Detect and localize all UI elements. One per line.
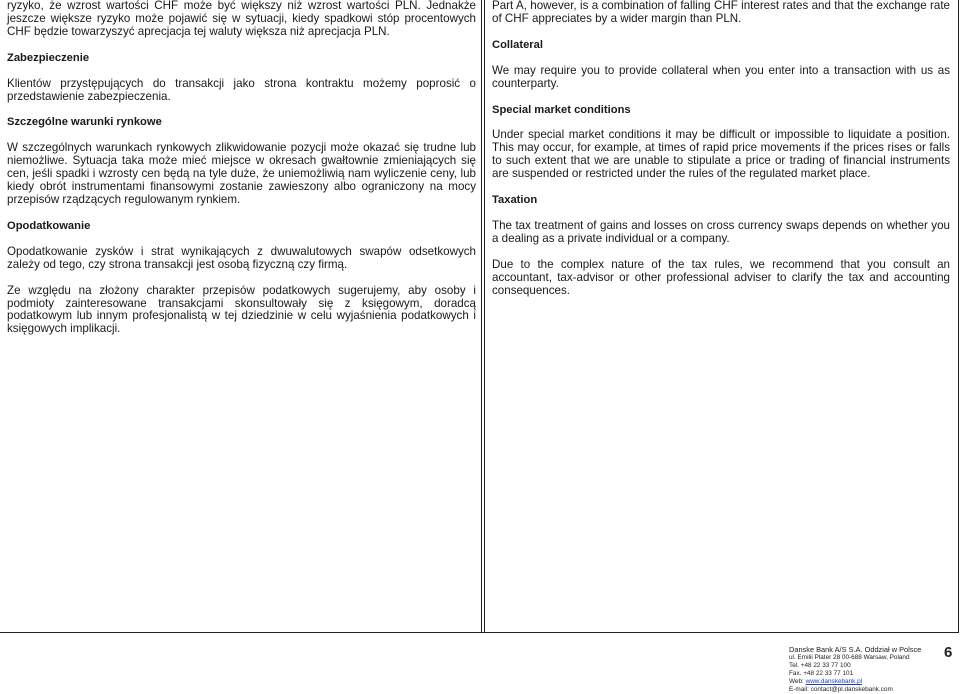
tax-paragraph-1-pl: Opodatkowanie zysków i strat wynikających z dwuwalutowych swapów odsetkowych zależy od tego, czy strona transakcji jest osobą fizyczną czy firmą. [7, 244, 476, 271]
footer-email: E-mail: contact@pl.danskebank.com [789, 686, 893, 693]
footer-bank-name: Danske Bank A/S S.A. Oddział w Polsce [789, 645, 922, 654]
market-paragraph-en: Under special market conditions it may be difficult or impossible to liquidate a position. This may occur, for example, at times of rapid price movements if the prices rises or falls to such extent that we are unable to stipulate a price or trading of financial instruments are suspended or restricted under the rules of the regulated market place. [492, 128, 950, 181]
footer-tel: Tel. +48 22 33 77 100 [789, 662, 851, 669]
footer-web-label: Web: [789, 678, 806, 685]
polish-column [0, 0, 482, 632]
heading-market-pl: Szczególne warunki rynkowe [7, 116, 162, 129]
heading-market-en: Special market conditions [492, 103, 631, 116]
footer-address: ul. Emilii Plater 28 00-688 Warsaw, Poland [789, 654, 910, 661]
page-number: 6 [944, 644, 953, 661]
heading-tax-pl: Opodatkowanie [7, 219, 91, 232]
heading-collateral-pl: Zabezpieczenie [7, 51, 90, 64]
tax-paragraph-1-en: The tax treatment of gains and losses on cross currency swaps depends on whether you a dealing as a private individual or a company. [492, 218, 950, 245]
footer-web [789, 678, 921, 686]
collateral-paragraph-pl: Klientów przystępujących do transakcji jako strona kontraktu możemy poprosić o przedstawienie zabezpieczenia. [7, 76, 476, 103]
tax-paragraph-2-pl: Ze względu na złożony charakter przepisów podatkowych sugerujemy, aby osoby i podmioty zainteresowane transakcjami skonsultowały się z księgowym, doradcą podatkowym lub innym profesjonalistą w tej dziedzinie w celu wyjaśnienia podatkowych i księgowych implikacji. [7, 283, 476, 336]
collateral-paragraph-en: We may require you to provide collateral when you enter into a transaction with us as counterparty. [492, 63, 950, 90]
heading-tax-en: Taxation [492, 194, 538, 207]
english-column [484, 0, 958, 632]
tax-paragraph-2-en: Due to the complex nature of the tax rules, we recommend that you consult an accountant, tax-advisor or other professional adviser to clarify the tax and accounting consequences. [492, 257, 950, 297]
footer-contact [789, 646, 921, 694]
footer-web-link[interactable]: www.danskebank.pl [805, 678, 863, 685]
intro-paragraph-pl: ryzyko, że wzrost wartości CHF może być większy niż wzrost wartości PLN. Jednakże jeszcze większe ryzyko może pojawić się w sytuacji, kiedy spadkowi stóp procentowych CHF będzie towarzyszyć aprecjacja tej waluty większa niż aprecjacja PLN. [7, 0, 476, 38]
heading-collateral-en: Collateral [492, 38, 543, 51]
footer-fax: Fax. +48 22 33 77 101 [789, 670, 854, 677]
market-paragraph-pl: W szczególnych warunkach rynkowych zlikwidowanie pozycji może okazać się trudne lub niemożliwe. Sytuacja taka może mieć miejsce w okresach gwałtownie zmieniających się cen, jeśli spadki i wzrosty cen będą na tyle duże, że uniemożliwią nam wyliczenie ceny, lub kiedy obrót instrumentami finansowymi zostanie zawieszony albo ograniczony na mocy przepisów rządzących regulowanym rynkiem. [7, 141, 476, 206]
intro-paragraph-en: Part A, however, is a combination of falling CHF interest rates and that the exchange rate of CHF appreciates by a wider margin than PLN. [492, 0, 950, 25]
